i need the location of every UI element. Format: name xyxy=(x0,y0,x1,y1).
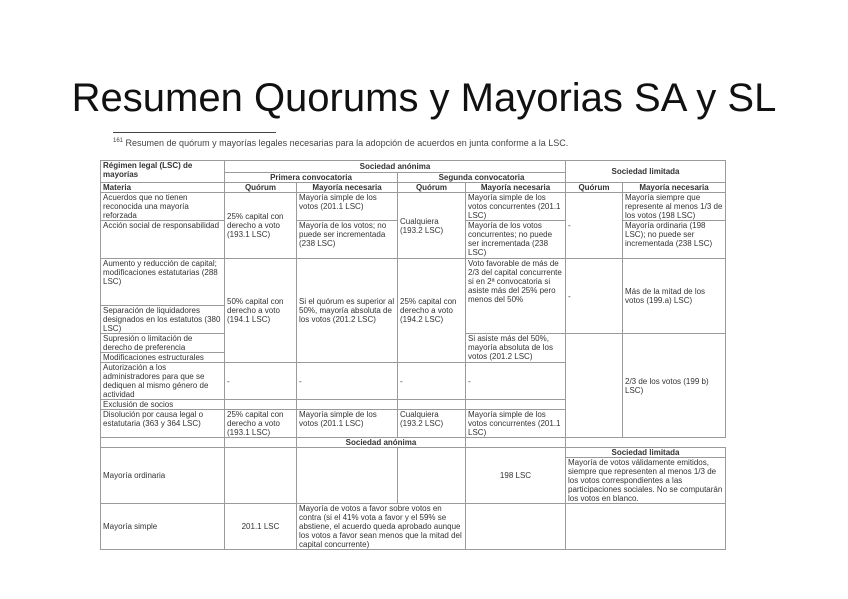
mayoria-simple-cite: 201.1 LSC xyxy=(225,504,297,550)
header-mayoria: Mayoría necesaria xyxy=(466,183,566,193)
header-sociedad-limitada: Sociedad limitada xyxy=(566,161,726,183)
header-sociedad-anonima: Sociedad anónima xyxy=(225,161,566,173)
empty-cell xyxy=(225,438,297,448)
mayoria-cell: Si el quórum es superior al 50%, mayoría absoluta de los votos (201.2 LSC) xyxy=(297,259,398,363)
quorum-table xyxy=(100,160,726,550)
mayoria-cell: Mayoría simple de los votos concurrentes (201.1 LSC) xyxy=(466,410,566,438)
mayoria-simple-label: Mayoría simple xyxy=(101,504,225,550)
header-regimen: Régimen legal (LSC) de mayorías xyxy=(101,161,225,183)
mayoria-ordinaria-sa: 198 LSC xyxy=(466,448,566,504)
materia-cell: Acción social de responsabilidad xyxy=(101,221,225,259)
header-mayoria: Mayoría necesaria xyxy=(623,183,726,193)
materia-cell: Acuerdos que no tienen reconocida una mayoría reforzada xyxy=(101,193,225,221)
mayoria-cell: - xyxy=(466,363,566,400)
materia-cell: Exclusión de socios xyxy=(101,400,225,410)
empty-cell xyxy=(466,400,566,410)
mayoria-cell: Más de la mitad de los votos (199.a) LSC) xyxy=(623,259,726,334)
header-quorum: Quórum xyxy=(398,183,466,193)
mayoria-ordinaria-label: Mayoría ordinaria xyxy=(101,448,225,504)
mayoria-cell: Mayoría simple de los votos concurrentes (201.1 LSC) xyxy=(466,193,566,221)
materia-cell: Supresión o limitación de derecho de preferencia xyxy=(101,334,225,353)
quorum-cell: - xyxy=(566,259,623,334)
empty-cell xyxy=(466,504,566,550)
footnote-marker: 161 xyxy=(113,138,124,144)
materia-cell: Aumento y reducción de capital; modificaciones estatutarias (288 LSC) xyxy=(101,259,225,306)
empty-cell xyxy=(398,400,466,410)
empty-cell xyxy=(101,438,225,448)
header-primera-convocatoria: Primera convocatoria xyxy=(225,173,398,183)
header-quorum: Quórum xyxy=(225,183,297,193)
slide-title: Resumen Quorums y Mayorias SA y SL xyxy=(71,76,777,120)
quorum-cell: Cualquiera (193.2 LSC) xyxy=(398,193,466,259)
quorum-cell: 25% capital con derecho a voto (193.1 LSC) xyxy=(225,193,297,259)
header-quorum: Quórum xyxy=(566,183,623,193)
quorum-cell: - xyxy=(566,193,623,259)
quorum-cell: 50% capital con derecho a voto (194.1 LSC) xyxy=(225,259,297,363)
quorum-cell xyxy=(566,334,623,438)
subheader-sociedad-limitada: Sociedad limitada xyxy=(566,448,725,458)
mayoria-cell: Si asiste más del 50%, mayoría absoluta de los votos (201.2 LSC) xyxy=(466,334,566,363)
mayoria-cell: - xyxy=(297,363,398,400)
footnote xyxy=(113,138,568,148)
quorum-cell: - xyxy=(398,363,466,400)
materia-cell: Separación de liquidadores designados en los estatutos (380 LSC) xyxy=(101,306,225,334)
header-segunda-convocatoria: Segunda convocatoria xyxy=(398,173,566,183)
footnote-rule xyxy=(113,132,276,133)
mayoria-cell: Mayoría de los votos; no puede ser incrementada (238 LSC) xyxy=(297,221,398,259)
mayoria-simple-sa: Mayoría de votos a favor sobre votos en contra (si el 41% vota a favor y el 59% se abstiene, el acuerdo queda aprobado aunque los votos a favor sean menos que la mitad del capital concurrente) xyxy=(297,504,466,550)
empty-cell xyxy=(225,448,297,504)
quorum-cell: - xyxy=(225,363,297,400)
empty-cell xyxy=(297,448,398,504)
mayoria-cell: Mayoría simple de los votos (201.1 LSC) xyxy=(297,193,398,221)
materia-cell: Modificaciones estructurales xyxy=(101,353,225,363)
quorum-cell: Cualquiera (193.2 LSC) xyxy=(398,410,466,438)
materia-cell: Disolución por causa legal o estatutaria (363 y 364 LSC) xyxy=(101,410,225,438)
mayoria-ordinaria-sl-text: Mayoría de votos válidamente emitidos, siempre que representen al menos 1/3 de los votos correspondientes a las participaciones sociales. No se computarán los votos en blanco. xyxy=(568,458,723,503)
mayoria-cell: Mayoría simple de los votos (201.1 LSC) xyxy=(297,410,398,438)
mayoria-cell: Mayoría de los votos concurrentes; no puede ser incrementada (238 LSC) xyxy=(466,221,566,259)
empty-cell xyxy=(398,448,466,504)
mayoria-cell: Voto favorable de más de 2/3 del capital concurrente si en 2ª convocatoria si asiste más del 25% pero menos del 50% xyxy=(466,259,566,334)
empty-cell xyxy=(466,438,566,448)
quorum-cell: 25% capital con derecho a voto (193.1 LSC) xyxy=(225,410,297,438)
header-mayoria: Mayoría necesaria xyxy=(297,183,398,193)
materia-cell: Autorización a los administradores para que se dediquen al mismo género de actividad xyxy=(101,363,225,400)
quorum-cell: 25% capital con derecho a voto (194.2 LSC) xyxy=(398,259,466,363)
subheader-sociedad-anonima: Sociedad anónima xyxy=(297,438,466,448)
empty-cell xyxy=(566,504,726,550)
mayoria-cell: 2/3 de los votos (199 b) LSC) xyxy=(623,334,726,438)
mayoria-cell: Mayoría siempre que represente al menos 1/3 de los votos (198 LSC) xyxy=(623,193,726,221)
mayoria-ordinaria-sl xyxy=(566,448,726,504)
footnote-text: Resumen de quórum y mayorías legales necesarias para la adopción de acuerdos en junta conforme a la LSC. xyxy=(125,138,569,148)
header-materia: Materia xyxy=(101,183,225,193)
empty-cell xyxy=(297,400,398,410)
mayoria-cell: Mayoría ordinaria (198 LSC); no puede ser incrementada (238 LSC) xyxy=(623,221,726,259)
empty-cell xyxy=(225,400,297,410)
